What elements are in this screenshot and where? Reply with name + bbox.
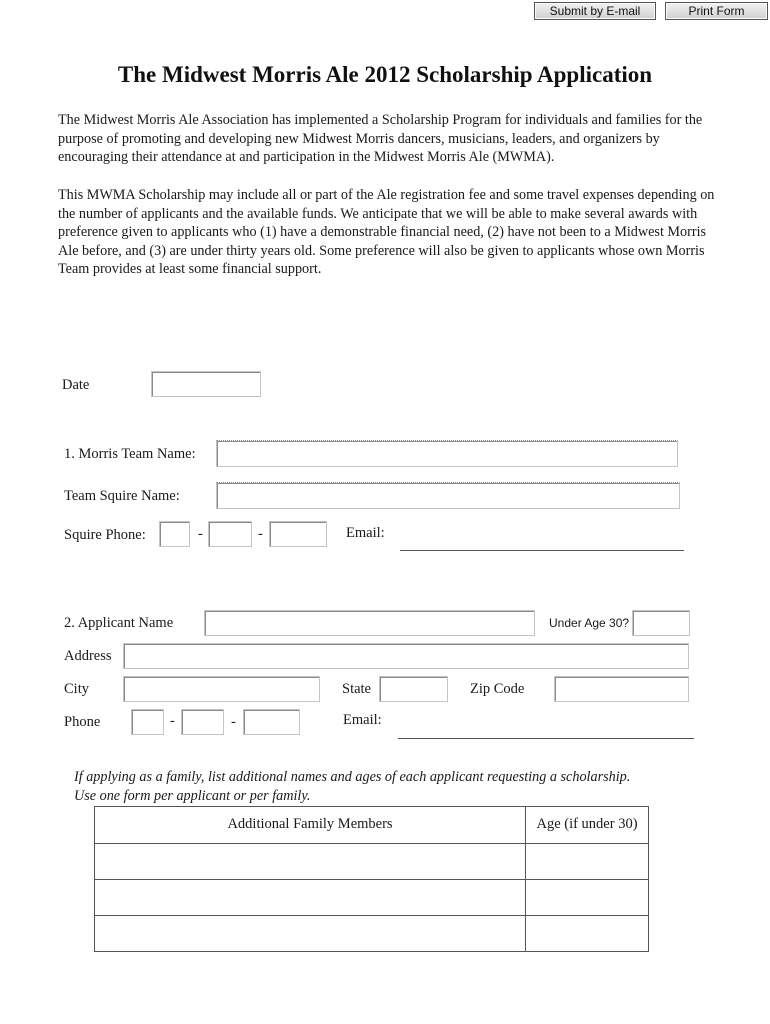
age-cell[interactable] [526, 880, 649, 916]
team-name-input[interactable] [216, 440, 678, 467]
phone-separator: - [198, 526, 203, 542]
family-member-cell[interactable] [95, 916, 526, 952]
address-label: Address [64, 648, 112, 664]
team-name-label: 1. Morris Team Name: [64, 446, 196, 462]
zip-input[interactable] [554, 676, 689, 702]
print-form-button[interactable]: Print Form [665, 2, 768, 20]
under-age-label: Under Age 30? [549, 616, 630, 630]
squire-phone-line-input[interactable] [269, 521, 327, 547]
family-member-cell[interactable] [95, 880, 526, 916]
table-row [95, 844, 649, 880]
address-input[interactable] [123, 643, 689, 669]
squire-phone-prefix-input[interactable] [208, 521, 252, 547]
family-members-header: Additional Family Members [95, 807, 526, 844]
squire-name-label: Team Squire Name: [64, 488, 180, 504]
date-label: Date [62, 377, 90, 393]
city-label: City [64, 681, 89, 697]
date-input[interactable] [151, 371, 261, 397]
squire-name-input[interactable] [216, 482, 680, 509]
city-input[interactable] [123, 676, 320, 702]
phone-separator: - [258, 526, 263, 542]
intro-paragraph-1: The Midwest Morris Ale Association has implemented a Scholarship Program for individuals and families for the purpose of promoting and developing new Midwest Morris dancers, musicians, leaders, and organizers by encouraging their attendance at and participation in the Midwest Morris Ale (MWMA). [58, 112, 703, 166]
under-age-input[interactable] [632, 610, 690, 636]
submit-by-email-button[interactable]: Submit by E-mail [534, 2, 656, 20]
age-cell[interactable] [526, 916, 649, 952]
phone-separator: - [170, 713, 175, 729]
page-title: The Midwest Morris Ale 2012 Scholarship Application [117, 62, 653, 87]
phone-area-input[interactable] [131, 709, 164, 735]
state-label: State [342, 681, 371, 697]
family-instructions-line1: If applying as a family, list additional names and ages of each applicant requesting a scholarship. [74, 769, 631, 785]
squire-email-field[interactable] [400, 550, 684, 551]
state-input[interactable] [379, 676, 448, 702]
zip-label: Zip Code [470, 681, 525, 697]
applicant-name-label: 2. Applicant Name [64, 615, 174, 631]
applicant-email-field[interactable] [398, 738, 694, 739]
squire-phone-label: Squire Phone: [64, 527, 146, 543]
family-members-table [94, 806, 649, 952]
applicant-email-label: Email: [343, 712, 382, 728]
age-cell[interactable] [526, 844, 649, 880]
phone-line-input[interactable] [243, 709, 300, 735]
squire-email-label: Email: [346, 525, 385, 541]
phone-label: Phone [64, 714, 101, 730]
intro-paragraph-2: This MWMA Scholarship may include all or part of the Ale registration fee and some travel expenses depending on the number of applicants and the available funds. We anticipate that we will be able to make several awards with preference given to applicants who (1) have a demonstrable financial need, (2) have not been to a Midwest Morris Ale before, and (3) are under thirty years old. Some preference will also be given to applicants whose own Morris Team provides at least some financial support. [58, 187, 715, 278]
family-instructions-line2: Use one form per applicant or per family. [74, 788, 311, 804]
table-row [95, 880, 649, 916]
family-member-cell[interactable] [95, 844, 526, 880]
squire-phone-area-input[interactable] [159, 521, 190, 547]
applicant-name-input[interactable] [204, 610, 535, 636]
age-header: Age (if under 30) [526, 807, 649, 844]
table-row [95, 916, 649, 952]
phone-prefix-input[interactable] [181, 709, 224, 735]
phone-separator: - [231, 714, 236, 730]
